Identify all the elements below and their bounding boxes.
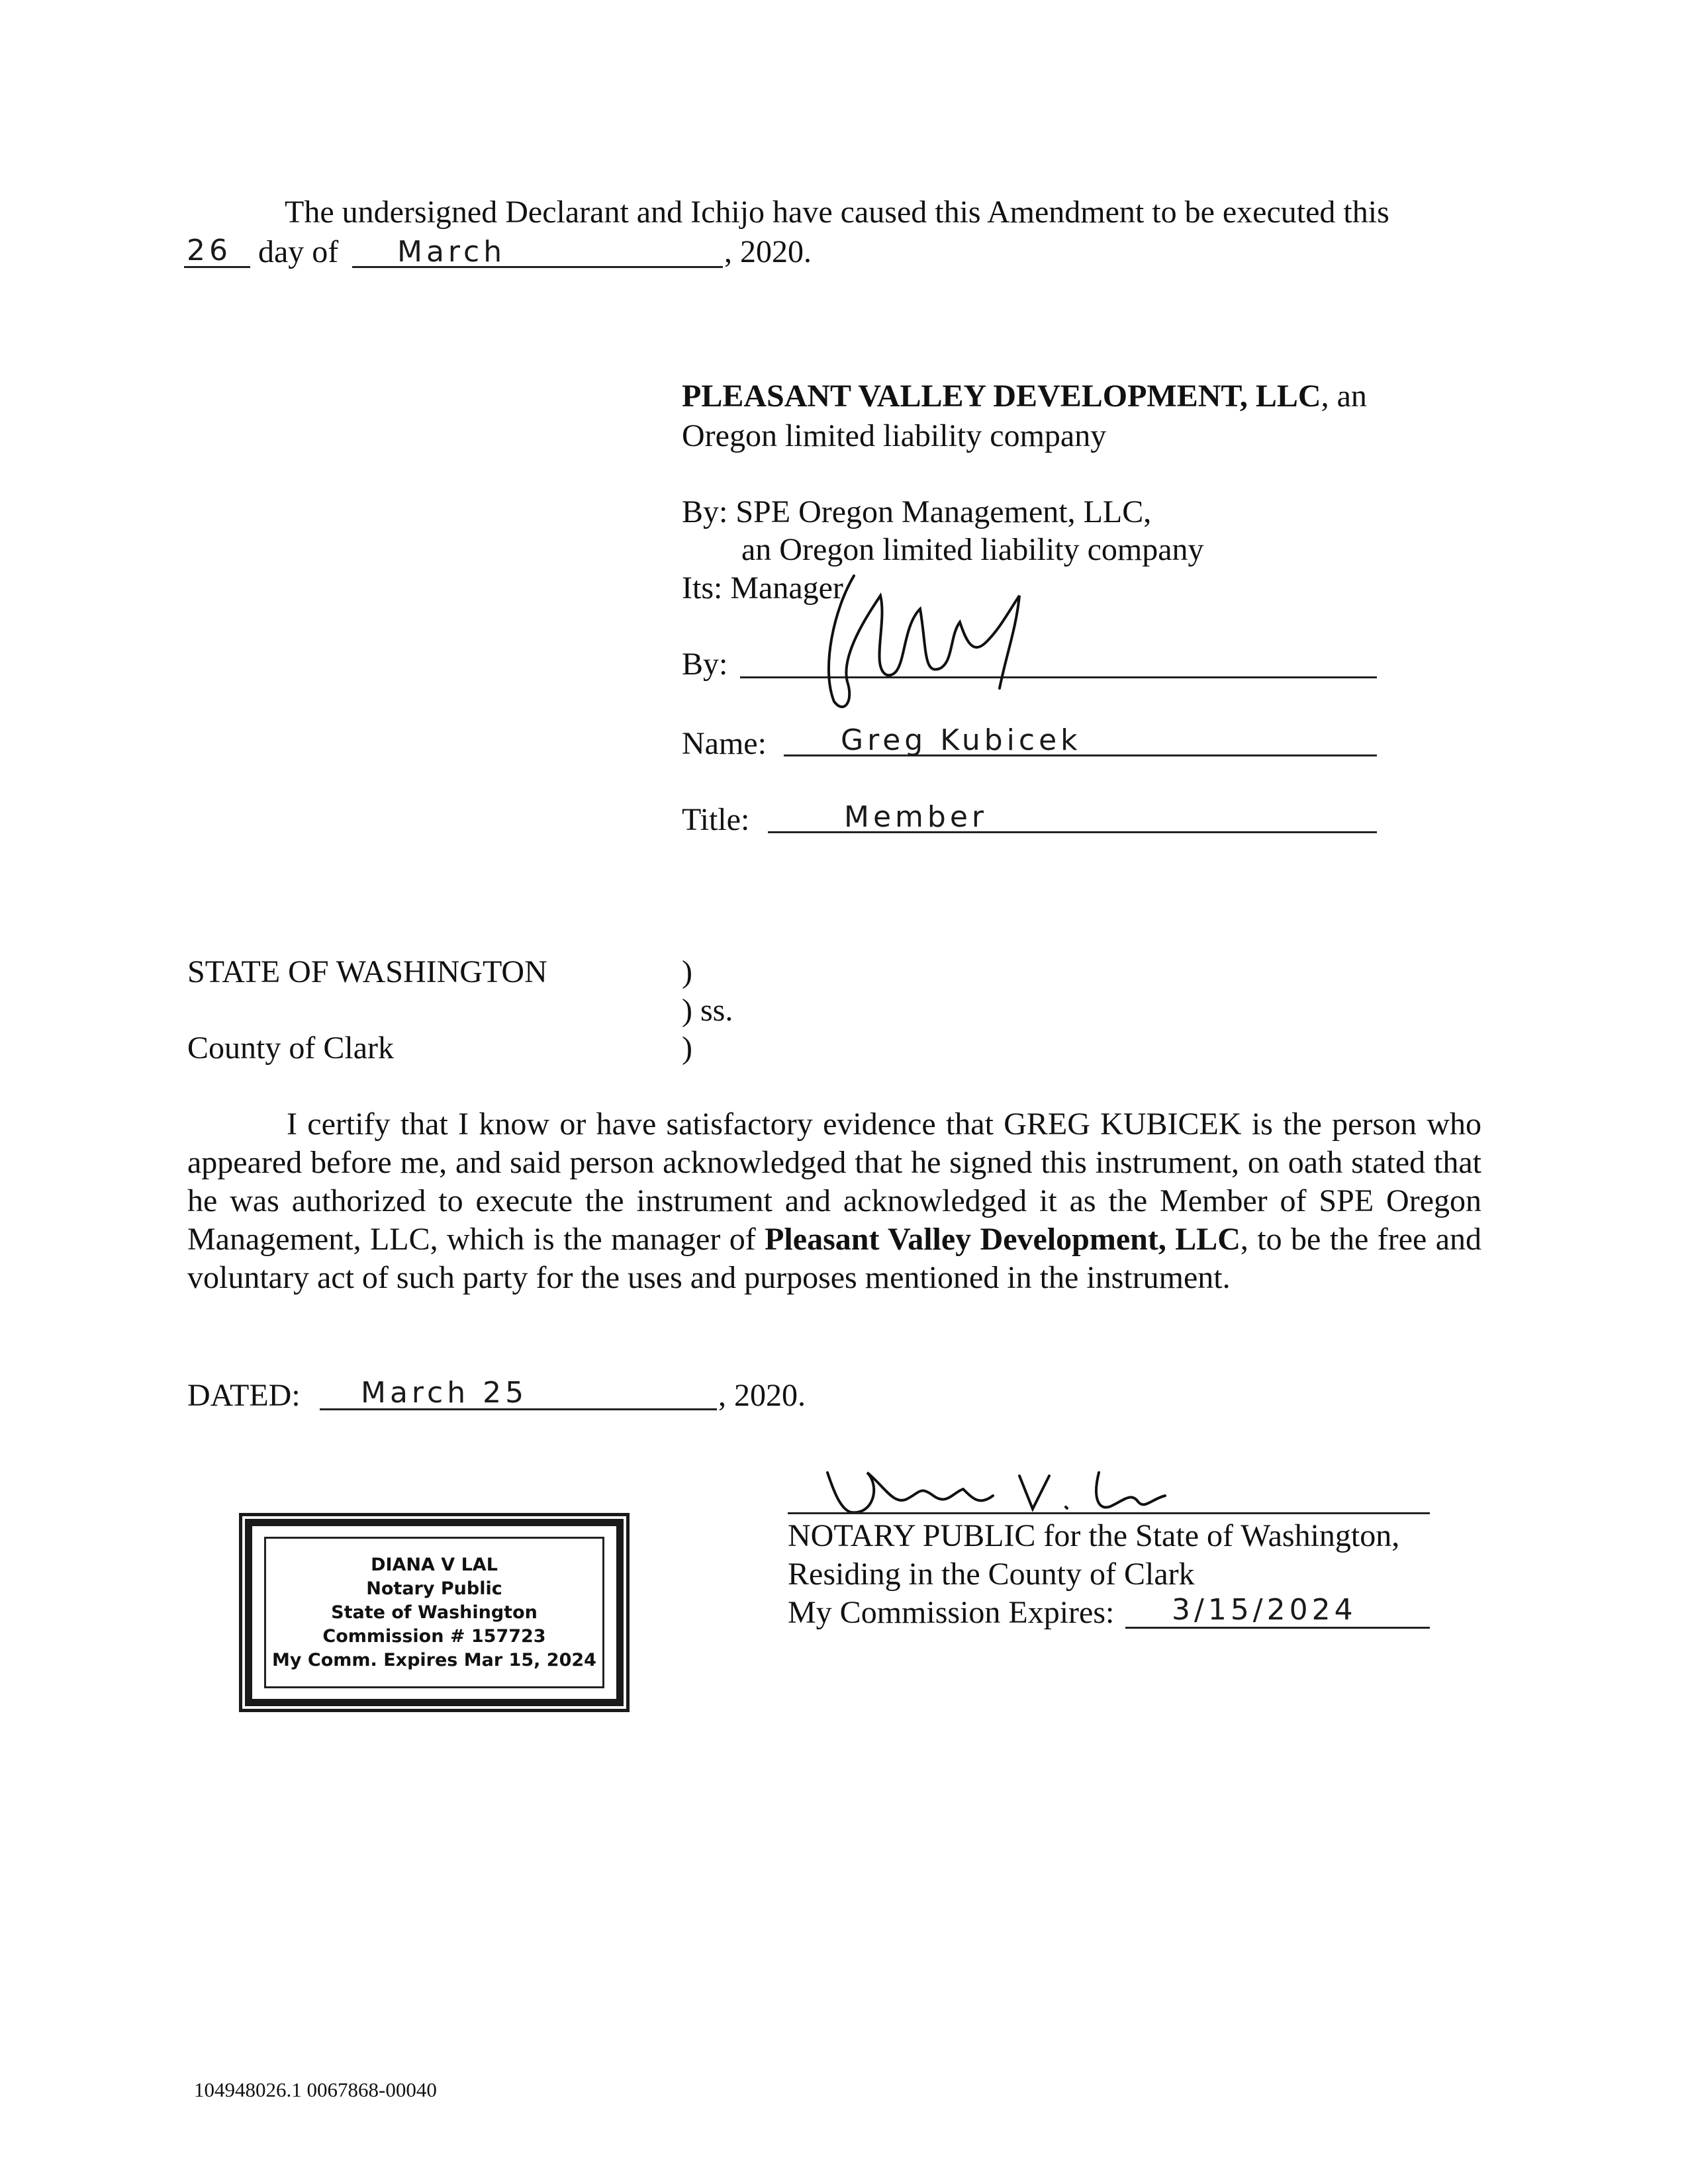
certification-company: Pleasant Valley Development, LLC	[765, 1222, 1241, 1257]
venue-state: STATE OF WASHINGTON	[187, 954, 547, 989]
venue-paren-3: )	[682, 1030, 692, 1066]
dated-year: , 2020.	[718, 1378, 806, 1413]
execution-line-1: The undersigned Declarant and Ichijo have caused this Amendment to be executed this	[285, 195, 1389, 230]
by-line: By: SPE Oregon Management, LLC,	[682, 494, 1152, 529]
execution-year: , 2020.	[724, 234, 812, 269]
certification-paragraph	[187, 1105, 1481, 1297]
notary-expires-label: My Commission Expires:	[788, 1595, 1115, 1630]
execution-day: 26	[187, 234, 232, 267]
signer-title: Member	[844, 800, 988, 834]
stamp-line-commission: Commission # 157723	[322, 1625, 546, 1647]
dated-label: DATED:	[187, 1378, 301, 1413]
certification-text-pre: I certify that I know or have satisfactory evidence that GREG KUBICEK is the person who appeared before me, and said person acknowledged that he signed this instrument, on oath stated that he was authorized to execute the instrument and acknowledged it as the Member of SPE Oregon Management, LLC, which is the manager of	[187, 1107, 1481, 1257]
stamp-line-state: State of Washington	[331, 1602, 538, 1623]
venue-county: County of Clark	[187, 1030, 394, 1066]
stamp-line-name: DIANA V LAL	[371, 1554, 498, 1575]
manager-signature-image	[808, 569, 1072, 728]
notary-line-1: NOTARY PUBLIC for the State of Washington,	[788, 1518, 1400, 1553]
its-manager: Its: Manager	[682, 570, 843, 606]
company-name: PLEASANT VALLEY DEVELOPMENT, LLC	[682, 379, 1321, 414]
company-type: Oregon limited liability company	[682, 418, 1107, 453]
by-type: an Oregon limited liability company	[741, 532, 1204, 567]
title-label: Title:	[682, 802, 750, 837]
by-label: By:	[682, 647, 728, 682]
notary-seal-stamp	[245, 1519, 624, 1706]
execution-month: March	[397, 235, 506, 269]
stamp-line-title: Notary Public	[366, 1578, 502, 1599]
company-name-line	[682, 377, 1476, 416]
certification-text-post: , to be the free and voluntary act of such party for the uses and purposes mentioned in the instrument.	[187, 1222, 1482, 1295]
venue-ss: ) ss.	[682, 993, 733, 1028]
stamp-line-expires: My Comm. Expires Mar 15, 2024	[272, 1649, 596, 1670]
notary-seal-inner	[264, 1537, 604, 1688]
name-label: Name:	[682, 726, 767, 761]
notary-signature-image	[821, 1459, 1192, 1519]
notary-signature-line	[788, 1512, 1430, 1514]
dated-value: March 25	[361, 1376, 528, 1410]
venue-paren-1: )	[682, 954, 692, 989]
company-name-suffix: , an	[1321, 379, 1367, 414]
notary-expires-value: 3/15/2024	[1172, 1593, 1357, 1627]
notary-line-2: Residing in the County of Clark	[788, 1557, 1195, 1592]
signer-name: Greg Kubicek	[841, 723, 1082, 757]
document-id: 104948026.1 0067868-00040	[194, 2078, 437, 2101]
execution-day-of: day of	[258, 234, 339, 269]
